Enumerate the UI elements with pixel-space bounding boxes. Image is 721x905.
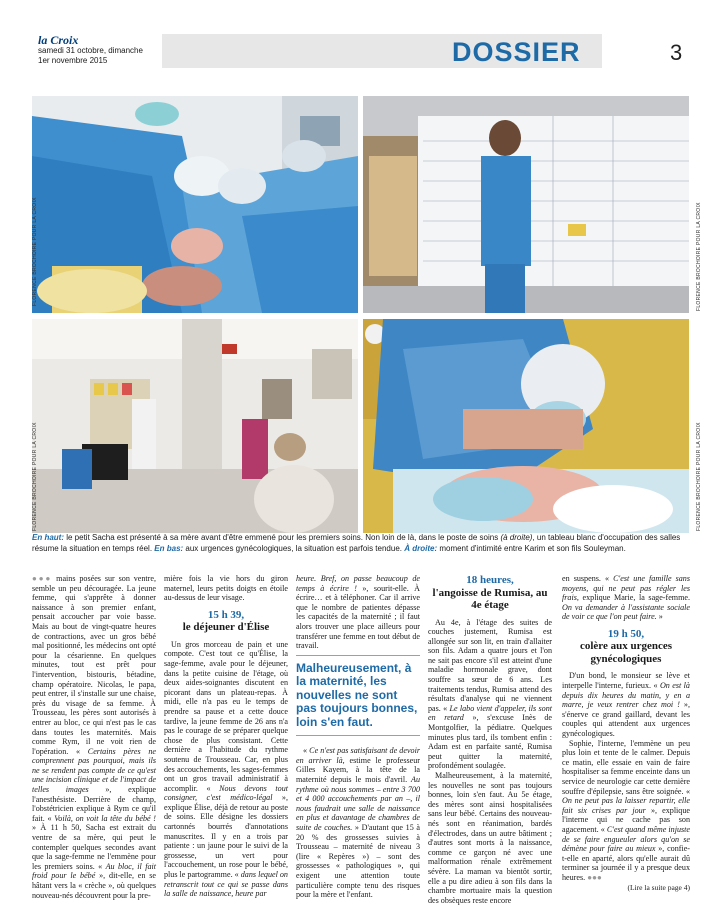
article-column-3	[296, 574, 420, 900]
photo-credit: FLORENCE BROCHOIRE POUR LA CROIX	[696, 202, 702, 311]
father-baby-image	[363, 319, 689, 533]
section-title: l'angoisse de Rumisa, au 4e étage	[432, 586, 548, 611]
paragraph: Malheureusement, à la maternité, les nouvelles ne sont pas toujours bonnes, loin s'en faut. Au 5e étage, des mères sont ainsi hospitalisées sans leur bébé. Certains des nouveau-nés sont en réanimation, bardés d'électrodes, dans un autre bâtiment ; d'autres sont morts à la naissance, comme ce garçon né avec une malformation rénale extrêmement sévère. La maman va bientôt sortir, elle a pu dire adieu à son fils dans la chambre mortuaire mais la question des obsèques reste encore	[428, 771, 552, 905]
end-dots: ●●●	[587, 872, 602, 882]
paragraph: heure. Bref, on passe beaucoup de temps à écrire ! », sourit-elle. À écrire… et à téléphoner. Car il arrive que le nombre de patientes dépasse les capacités de la maternité ; il faut alors trouver une place ailleurs pour transférer une femme en tout début de travail.	[296, 574, 420, 651]
paragraph: D'un bond, le monsieur se lève et interpelle l'interne, furieux. « On est là depuis dix heures du matin, y en a marre, je veux rentrer chez moi ! », s'énerve ce grand gaillard, devant les couples qui attendent aux urgences gynécologiques.	[562, 671, 691, 739]
section-title: colère aux urgences gynécologiques	[579, 640, 673, 665]
section-time: 18 heures,	[466, 574, 514, 586]
caption-bottom-label: En bas:	[154, 543, 184, 553]
caption-top-text2: , un tableau blanc d'occupation des salles résume la situation en temps réel.	[32, 533, 681, 553]
caption-bottom-text: aux urgences gynécologiques, la situation est parfois tendue.	[183, 543, 405, 553]
article-column-2	[164, 574, 288, 899]
caption-right-label: À droite:	[404, 543, 438, 553]
section-heading	[164, 609, 288, 634]
paragraph: mière fois la vie hors du giron maternel, leurs petits doigts en étoile au-dessus de leur visage.	[164, 574, 288, 603]
paragraph: Sophie, l'interne, l'emmène un peu plus loin et tente de le calmer. Depuis ce matin, elle essaie en vain de faire hospitaliser sa femme enceinte dans un service de neurologie car cette dernière souffre d'épilepsie, sans être soignée. « On ne peut pas la laisser repartir, elle fait six crises par jour », explique l'interne qui ne cache pas son agacement. « C'est quand même injuste de se faire engueuler alors qu'on se démène pour faire au mieux », confie-t-elle en aparté, alors qu'elle aurait dû terminer sa journée il y a presque deux heures. ●●●	[562, 738, 690, 882]
section-heading	[562, 628, 690, 666]
issue-date-line1: samedi 31 octobre, dimanche	[38, 46, 143, 55]
page-number: 3	[670, 40, 683, 65]
photo-emergency-room	[32, 319, 358, 533]
photo-credit: FLORENCE BROCHOIRE POUR LA CROIX	[32, 422, 38, 531]
paragraph: en suspens. « C'est une famille sans moyens, qui ne peut pas régler les frais, explique Marie, la sage-femme. On va demander à l'assistante sociale de voir ce que l'on peut faire. »	[562, 574, 690, 622]
section-time: 15 h 39,	[207, 608, 245, 621]
photo-credit: FLORENCE BROCHOIRE POUR LA CROIX	[696, 422, 702, 531]
caption-right-text: moment d'intimité entre Karim et son fils Souleyman.	[437, 543, 626, 553]
issue-date	[38, 46, 158, 66]
continuation-dots: ●●●	[32, 574, 53, 583]
photo-credit: FLORENCE BROCHOIRE POUR LA CROIX	[32, 197, 38, 306]
birth-surgery-image	[32, 96, 358, 313]
paragraph: Un gros morceau de pain et une compote. C'est tout ce qu'Élise, la sage-femme, avale pour le déjeuner, dans la petite cuisine de l'étage, où deux aides-soignantes discutent en picorant dans un plateau-repas. À midi, elle n'a pas eu le temps de prendre sa pause et a cette douce tardive, la jeune femme de 26 ans n'a pas le courage de se préparer quelque chose de plus consistant. Cette dernière a l'habitude du rythme soutenu de Trousseau. Car, en plus des accouchements, les sages-femmes ont un gros travail administratif à accomplir. « Nous devons tout consigner, c'est médico-légal », explique Élise, déjà de retour au poste de soins. Elle désigne les dossiers cartonnés bourrés d'annotations manuscrites. Il y en a trois par patiente : un jaune pour le suivi de la grossesse, un vert pour l'accouchement, un rose pour le bébé, plus le partogramme. « dans lequel on retranscrit tout ce qui se passe dans la salle de naissance, heure par	[164, 639, 288, 899]
paragraph: « Ce n'est pas satisfaisant de devoir en arriver là, estime le professeur Gilles Kayem, à la tête de la maternité depuis le mois d'avril. Au rythme où nous sommes – entre 3 700 et 4 000 accouchements par an –, il nous faudrait une salle de naissance en plus et davantage de chambres de suite de couches. » D'autant que 15 à 20 % des grossesses suivies à Trousseau – maternité de niveau 3 (lire « Repères ») – sont des grossesses « pathologiques », qui exigent une attention toute particulière compte tenu des risques pour la mère et l'enfant.	[296, 746, 420, 900]
section-time: 19 h 50,	[607, 627, 645, 640]
page-header	[0, 0, 721, 76]
article-column-1	[32, 574, 156, 900]
section-heading	[428, 574, 552, 612]
photo-father-baby	[363, 319, 702, 533]
caption-right-paren: (à droite)	[500, 533, 533, 542]
section-title: le déjeuner d'Élise	[182, 621, 270, 634]
article-column-5	[562, 574, 690, 892]
issue-date-line2: 1er novembre 2015	[38, 56, 108, 65]
paragraph: Au 4e, à l'étage des suites de couches justement, Rumisa est allongée sur son lit, en train d'allaiter son fils. Adam a quatre jours et l'on ne sait pas encore s'il est atteint d'une maladie hormonale grave, dont souffre sa sœur de 6 ans. Les traitements tendus, Rumisa attend des résultats d'analyse qui ne viennent pas. « Le labo vient d'appeler, ils sont en retard », s'excuse Inès de Montgolfier, la pédiatre. Quelques minutes plus tard, ils tombent enfin : Adam est en parfaite santé, Rumisa peut quitter la maternité, profondément soulagée.	[428, 617, 553, 771]
emergency-room-image	[32, 319, 358, 533]
photo-birth-surgery	[32, 96, 358, 313]
newspaper-logo: la Croix	[38, 33, 79, 47]
continued-on-page: (Lire la suite page 4)	[627, 882, 690, 892]
whiteboard-image	[363, 96, 689, 313]
pull-quote: Malheureusement, à la maternité, les nouvelles ne sont pas toujours bonnes, loin s'en faut.	[296, 655, 420, 737]
photo-whiteboard	[363, 96, 702, 313]
caption-top-text: le petit Sacha est présenté à sa mère avant d'être emmené pour les premiers soins. Non loin de là, dans le poste de soins	[64, 533, 501, 542]
paragraph: ●●● mains posées sur son ventre, semble un peu découragée. La jeune femme, qui s'apprête à donner naissance à son premier enfant, pensait accoucher par voie basse. Mais au bout de vingt-quatre heures de contractions, avec un gros bébé mal positionné, les médecins ont opté pour la césarienne. En quelques minutes, tout est prêt pour l'intervention, bistouris, bétadine, champ opératoire. Nicolas, le papa, peut entrer, il s'installe sur une chaise, près du visage de sa femme. À Trousseau, les pères sont autorisés à entrer au bloc, ce qui n'est pas le cas dans toutes les maternités. Mais comme Rym, il ne voit rien de l'opération. « Certains pères ne comprennent pas pourquoi, mais ils ne se rendent pas compte de ce qu'est une incision clinique et de l'impact de telles images », explique l'anesthésiste. Derrière de champ, l'obstétricien explique à Rym ce qu'il fait. « Voilà, on voit la tête du bébé ! » À 11 h 50, Sacha est extrait du ventre de sa mère, qui peut le contempler quelques secondes avant que la sage-femme ne l'emmène pour les premiers soins. « Au bloc, il fait froid pour le bébé », dit-elle, en se hâtant vers la « crèche », où quelques nouveau-nés découvrent pour la pre-	[32, 574, 156, 900]
photo-caption	[32, 533, 694, 554]
caption-top-label: En haut:	[32, 533, 64, 542]
article-column-4	[428, 574, 552, 905]
rubric-title: DOSSIER	[452, 37, 581, 67]
